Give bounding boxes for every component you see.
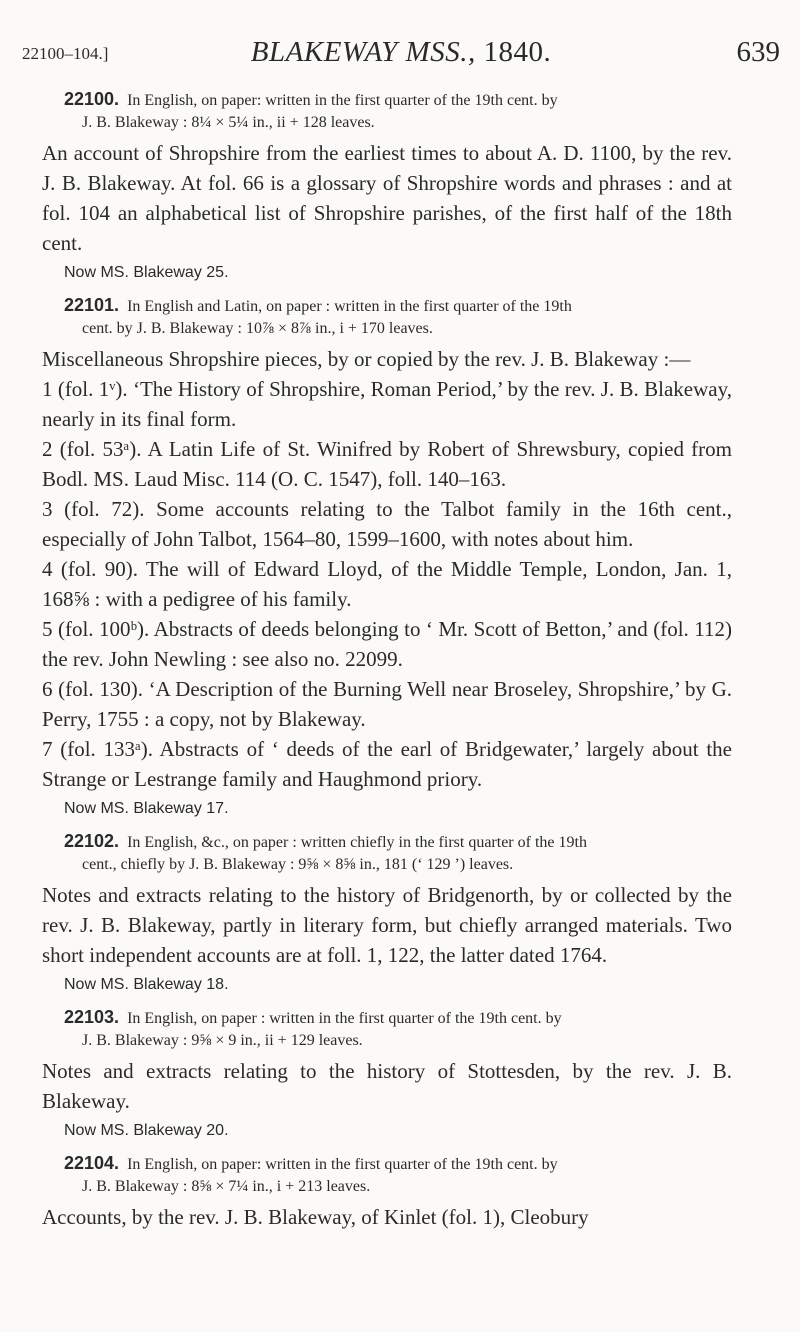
entry-number: 22102. xyxy=(64,831,120,851)
catalogue-entries xyxy=(42,88,732,1238)
description-paragraph: 1 (fol. 1ᵛ). ‘The History of Shropshire, Roman Period,’ by the rev. J. B. Blakeway, nearly in its final form. xyxy=(42,377,732,431)
entry-heading xyxy=(64,1152,732,1198)
entry-heading xyxy=(64,1006,732,1052)
entry-description xyxy=(42,138,732,258)
shelfmark: Now MS. Blakeway 17. xyxy=(64,800,229,817)
shelfmark: Now MS. Blakeway 20. xyxy=(64,1122,229,1139)
entry-heading xyxy=(64,294,732,340)
entry-number: 22101. xyxy=(64,295,120,315)
entry-description xyxy=(42,1056,732,1116)
description-paragraph: 7 (fol. 133ᵃ). Abstracts of ‘ deeds of the earl of Bridgewater,’ largely about the Strange or Lestrange family and Haughmond priory. xyxy=(42,737,732,791)
entry-description xyxy=(42,344,732,794)
entry-physical-description-cont: cent. by J. B. Blakeway : 10⅞ × 8⅞ in., i + 170 leaves. xyxy=(82,320,433,337)
catalogue-entry xyxy=(42,88,732,282)
entry-physical-description-cont: J. B. Blakeway : 8¼ × 5¼ in., ii + 128 leaves. xyxy=(82,114,375,131)
description-paragraph: 6 (fol. 130). ‘A Description of the Burning Well near Broseley, Shropshire,’ by G. Perry, 1755 : a copy, not by Blakeway. xyxy=(42,677,732,731)
entry-physical-description: In English, on paper: written in the first quarter of the 19th cent. by xyxy=(127,92,558,109)
running-title xyxy=(22,36,780,69)
page-number: 639 xyxy=(736,36,780,68)
description-paragraph: Accounts, by the rev. J. B. Blakeway, of Kinlet (fol. 1), Cleobury xyxy=(42,1205,589,1229)
running-header xyxy=(22,36,780,76)
entry-heading xyxy=(64,830,732,876)
entry-number: 22100. xyxy=(64,89,120,109)
description-paragraph: 5 (fol. 100ᵇ). Abstracts of deeds belonging to ‘ Mr. Scott of Betton,’ and (fol. 112) the rev. John Newling : see also no. 22099. xyxy=(42,617,732,671)
description-paragraph: An account of Shropshire from the earliest times to about A. D. 1100, by the rev. J. B. Blakeway. At fol. 66 is a glossary of Shropshire words and phrases : and at fol. 104 an alphabetical list of Shropshire parishes, of the first half of the 18th cent. xyxy=(42,141,732,255)
entry-physical-description-cont: cent., chiefly by J. B. Blakeway : 9⅝ × 8⅝ in., 181 (‘ 129 ’) leaves. xyxy=(82,856,514,873)
catalogue-entry xyxy=(42,1006,732,1140)
description-paragraph: 4 (fol. 90). The will of Edward Lloyd, of the Middle Temple, London, Jan. 1, 168⅝ : with a pedigree of his family. xyxy=(42,557,732,611)
description-paragraph: 3 (fol. 72). Some accounts relating to the Talbot family in the 16th cent., especially of John Talbot, 1564–80, 1599–1600, with notes about him. xyxy=(42,497,732,551)
shelfmark: Now MS. Blakeway 25. xyxy=(64,264,229,281)
catalogue-entry xyxy=(42,830,732,994)
shelfmark: Now MS. Blakeway 18. xyxy=(64,976,229,993)
description-paragraph: Miscellaneous Shropshire pieces, by or copied by the rev. J. B. Blakeway :— xyxy=(42,347,691,371)
description-paragraph: 2 (fol. 53ᵃ). A Latin Life of St. Winifred by Robert of Shrewsbury, copied from Bodl. MS. Laud Misc. 114 (O. C. 1547), foll. 140–163. xyxy=(42,437,732,491)
catalogue-entry xyxy=(42,294,732,818)
entry-range: 22100–104.] xyxy=(22,44,109,63)
entry-physical-description: In English and Latin, on paper : written in the first quarter of the 19th xyxy=(127,298,572,315)
catalogue-entry xyxy=(42,1152,732,1232)
entry-heading xyxy=(64,88,732,134)
entry-description xyxy=(42,1202,732,1232)
entry-physical-description-cont: J. B. Blakeway : 9⅝ × 9 in., ii + 129 leaves. xyxy=(82,1032,363,1049)
description-paragraph: Notes and extracts relating to the history of Stottesden, by the rev. J. B. Blakeway. xyxy=(42,1059,732,1113)
entry-physical-description: In English, &c., on paper : written chiefly in the first quarter of the 19th xyxy=(127,834,587,851)
running-year: 1840. xyxy=(483,36,552,68)
entry-description xyxy=(42,880,732,970)
running-title-text: BLAKEWAY MSS., xyxy=(250,36,476,68)
entry-physical-description-cont: J. B. Blakeway : 8⅝ × 7¼ in., i + 213 leaves. xyxy=(82,1178,371,1195)
entry-physical-description: In English, on paper : written in the first quarter of the 19th cent. by xyxy=(127,1010,562,1027)
entry-physical-description: In English, on paper: written in the first quarter of the 19th cent. by xyxy=(127,1156,558,1173)
description-paragraph: Notes and extracts relating to the history of Bridgenorth, by or collected by the rev. J. B. Blakeway, partly in literary form, but chiefly arranged materials. Two short independent accounts are at foll. 1, 122, the latter dated 1764. xyxy=(42,883,732,967)
entry-number: 22103. xyxy=(64,1007,120,1027)
entry-number: 22104. xyxy=(64,1153,120,1173)
